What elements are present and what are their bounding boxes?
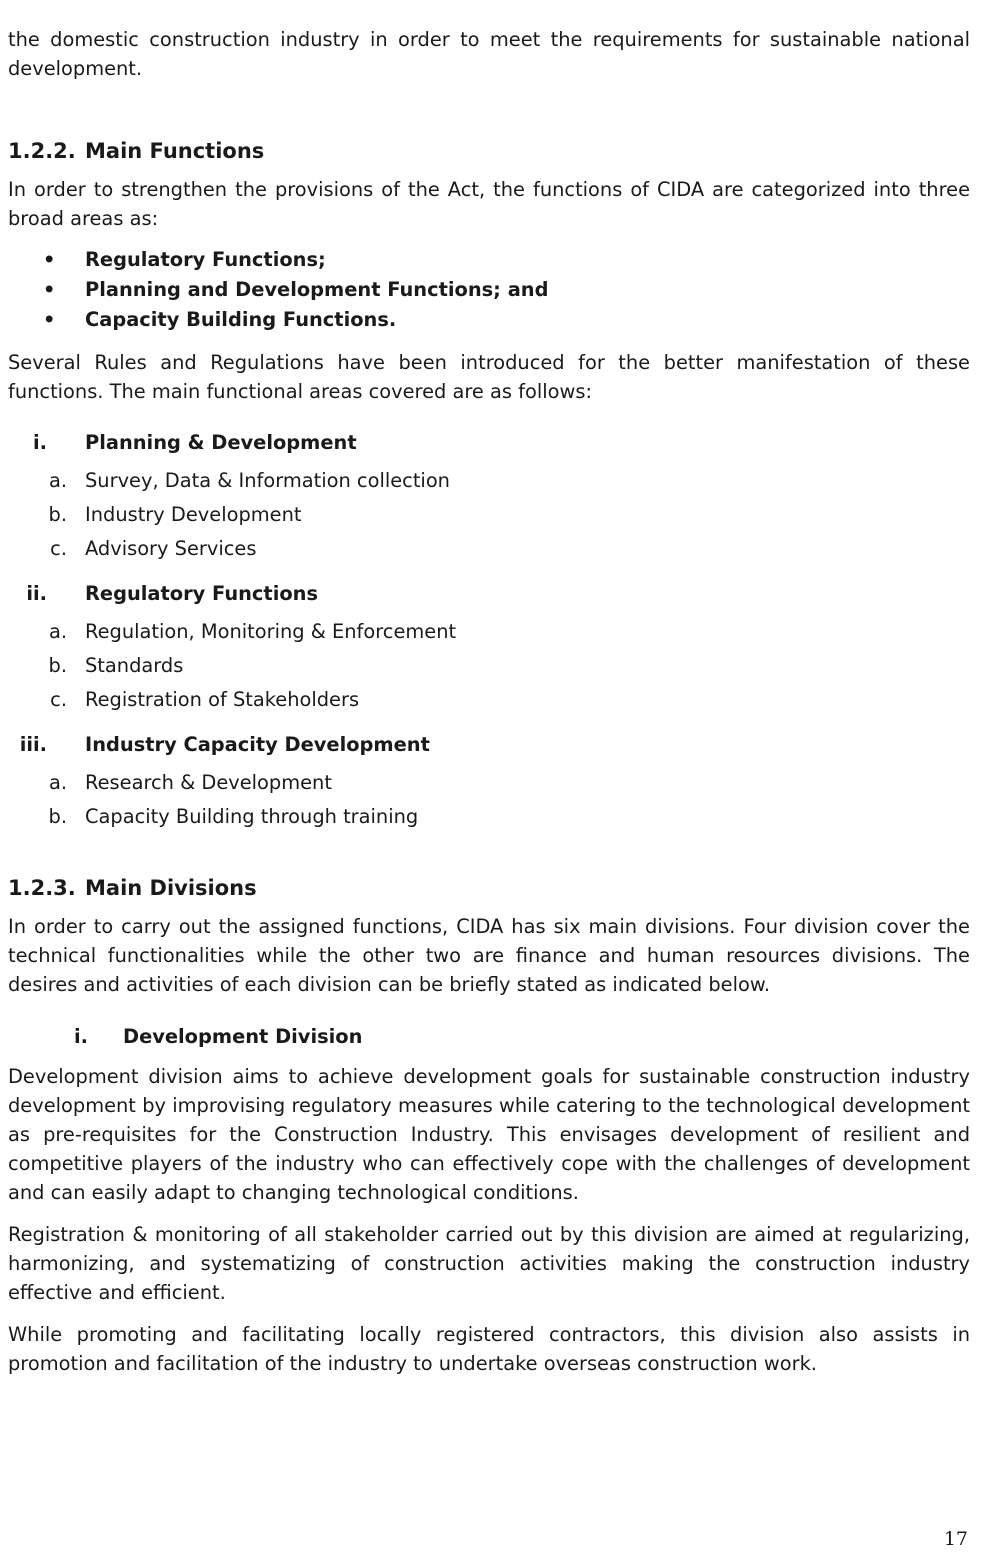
bullet-icon: •	[43, 248, 56, 271]
section-heading-main-functions	[8, 139, 970, 163]
bullet-icon: •	[43, 308, 56, 331]
division-paragraph: Development division aims to achieve development goals for sustainable construction industry development by improvising regulatory measures while catering to the technological development as pre-requisites for the Construction Industry. This envisages development of resilient and competitive players of the industry who can effectively cope with the challenges of development and can easily adapt to changing technological conditions.	[8, 1065, 970, 1204]
section-number: 1.2.3.	[8, 876, 76, 900]
functional-area-heading: ii. Regulatory Functions	[26, 582, 319, 605]
section-title: Main Divisions	[85, 876, 257, 900]
list-item: c. Advisory Services	[50, 537, 257, 560]
functional-area-heading: i. Planning & Development	[32, 431, 357, 454]
bullet-icon: •	[43, 278, 56, 301]
list-item: a. Research & Development	[48, 771, 332, 794]
main-divisions-intro: In order to carry out the assigned functions, CIDA has six main divisions. Four division cover the technical functionalities while the other two are finance and human resources divisions. The desires and activities of each division can be briefly stated as indicated below.	[8, 915, 970, 996]
bullet-item: • Regulatory Functions;	[8, 245, 970, 275]
page-number: 17	[943, 1528, 968, 1550]
list-item: b. Industry Development	[48, 503, 302, 526]
rules-paragraph: Several Rules and Regulations have been introduced for the better manifestation of these functions. The main functional areas covered are as follows:	[8, 351, 970, 403]
division-heading: i. Development Division	[74, 1025, 363, 1048]
functional-area-items	[8, 464, 970, 566]
main-functions-intro: In order to strengthen the provisions of the Act, the functions of CIDA are categorized into three broad areas as:	[8, 178, 970, 230]
section-heading-main-divisions	[8, 876, 970, 900]
list-item: a. Survey, Data & Information collection	[48, 469, 450, 492]
section-number: 1.2.2.	[8, 139, 76, 163]
functional-area-heading: iii. Industry Capacity Development	[19, 733, 430, 756]
bullet-item: • Planning and Development Functions; and	[8, 275, 970, 305]
list-item: b. Standards	[48, 654, 184, 677]
bullet-item: • Capacity Building Functions.	[8, 305, 970, 335]
functional-area-items	[8, 766, 970, 834]
section-title: Main Functions	[85, 139, 265, 163]
list-item: a. Regulation, Monitoring & Enforcement	[48, 620, 457, 643]
list-item: b. Capacity Building through training	[48, 805, 419, 828]
functions-bullet-list	[8, 245, 970, 335]
division-paragraph: While promoting and facilitating locally registered contractors, this division also assists in promotion and facilitation of the industry to undertake overseas construction work.	[8, 1323, 970, 1375]
document-page	[8, 0, 970, 1378]
division-paragraph: Registration & monitoring of all stakeholder carried out by this division are aimed at regularizing, harmonizing, and systematizing of construction activities making the construction industry effective and efficient.	[8, 1223, 970, 1304]
functional-area-items	[8, 615, 970, 717]
intro-fragment: the domestic construction industry in order to meet the requirements for sustainable national development.	[8, 28, 970, 80]
list-item: c. Registration of Stakeholders	[50, 688, 360, 711]
